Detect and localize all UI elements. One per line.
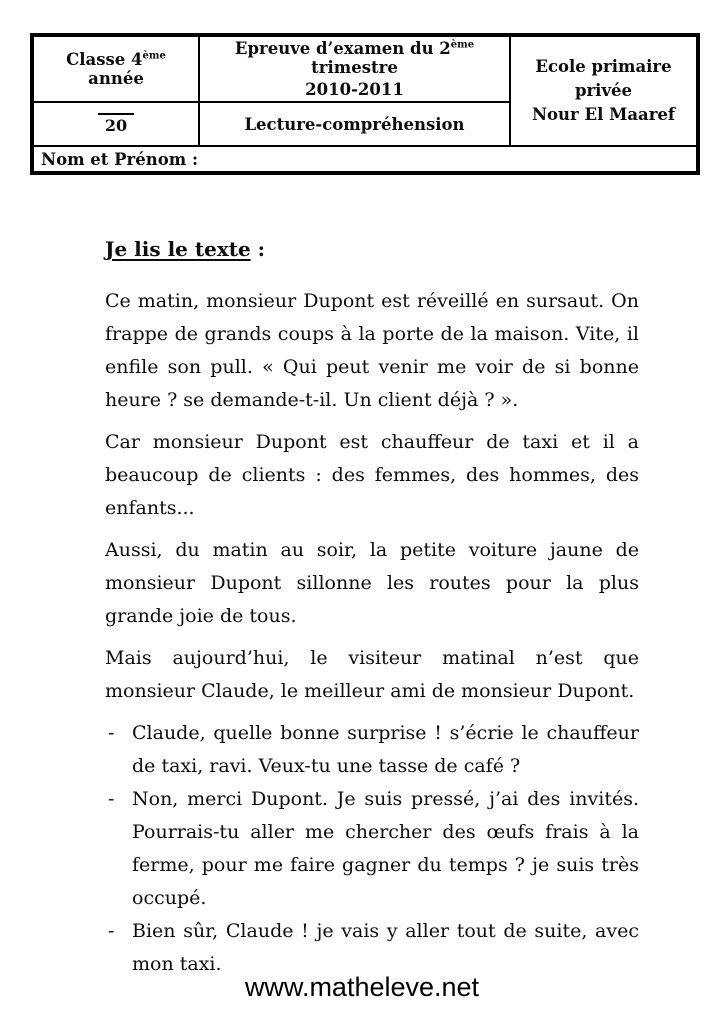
paragraph-2: Car monsieur Dupont est chauffeur de taxi et il a beaucoup de clients : des femmes, des hommes, des enfants...	[105, 431, 639, 519]
reading-text-section	[105, 237, 639, 981]
website-footer	[0, 972, 724, 1003]
class-cell	[32, 35, 199, 102]
school-cell	[510, 35, 698, 146]
paragraph-1: Ce matin, monsieur Dupont est réveillé en sursaut. On frappe de grands coups à la porte de la maison. Vite, il enfile son pull. « Qui peut venir me voir de si bonne heure ? se demande-t-il. Un client déjà ? ».	[105, 290, 639, 411]
class-superscript: ème	[142, 50, 166, 62]
paragraph-3: Aussi, du matin au soir, la petite voiture jaune de monsieur Dupont sillonne les routes pour la plus grande joie de tous.	[105, 539, 639, 627]
exam-header-table	[30, 33, 700, 175]
school-name-line2: Nour El Maaref	[531, 105, 676, 124]
class-label-prefix: Classe 4	[66, 50, 143, 69]
exam-title-suffix: trimestre	[311, 58, 398, 77]
paragraph-4: Mais aujourd’hui, le visiteur matinal n’est que monsieur Claude, le meilleur ami de monsieur Dupont.	[105, 647, 639, 702]
exam-title-prefix: Epreuve d’examen du 2	[234, 39, 451, 58]
subject-cell	[199, 102, 510, 146]
dialogue-line-1	[105, 717, 639, 783]
name-label: Nom et Prénom :	[41, 149, 199, 169]
class-label-suffix: année	[88, 69, 144, 88]
subject-label: Lecture-compréhension	[244, 114, 465, 134]
section-title-colon: :	[250, 237, 266, 261]
section-title	[105, 237, 639, 261]
website-url: www.matheleve.net	[244, 972, 480, 1002]
exam-title-line	[204, 39, 505, 77]
dialogue-text: Non, merci Dupont. Je suis pressé, j’ai des invités. Pourrais-tu aller me chercher des œufs frais à la ferme, pour me faire gagner du temps ? je suis très occupé.	[132, 788, 639, 909]
dialogue-text: Bien sûr, Claude ! je vais y aller tout de suite, avec mon taxi.	[132, 920, 639, 975]
school-year: 2010-2011	[305, 80, 404, 99]
score-cell	[32, 102, 199, 146]
score-out-of-20: 20	[98, 113, 134, 135]
school-name-line1: Ecole primaire privée	[535, 57, 672, 100]
dialogue-line-2	[105, 783, 639, 915]
dialogue-text: Claude, quelle bonne surprise ! s’écrie le chauffeur de taxi, ravi. Veux-tu une tasse de café ?	[132, 722, 639, 777]
dash-marker: -	[108, 920, 115, 942]
exam-title-cell	[199, 35, 510, 102]
dash-marker: -	[108, 788, 115, 810]
exam-title-superscript: ème	[450, 39, 475, 51]
section-title-text: Je lis le texte	[105, 237, 251, 261]
dash-marker: -	[108, 722, 115, 744]
name-field-row	[32, 146, 698, 173]
